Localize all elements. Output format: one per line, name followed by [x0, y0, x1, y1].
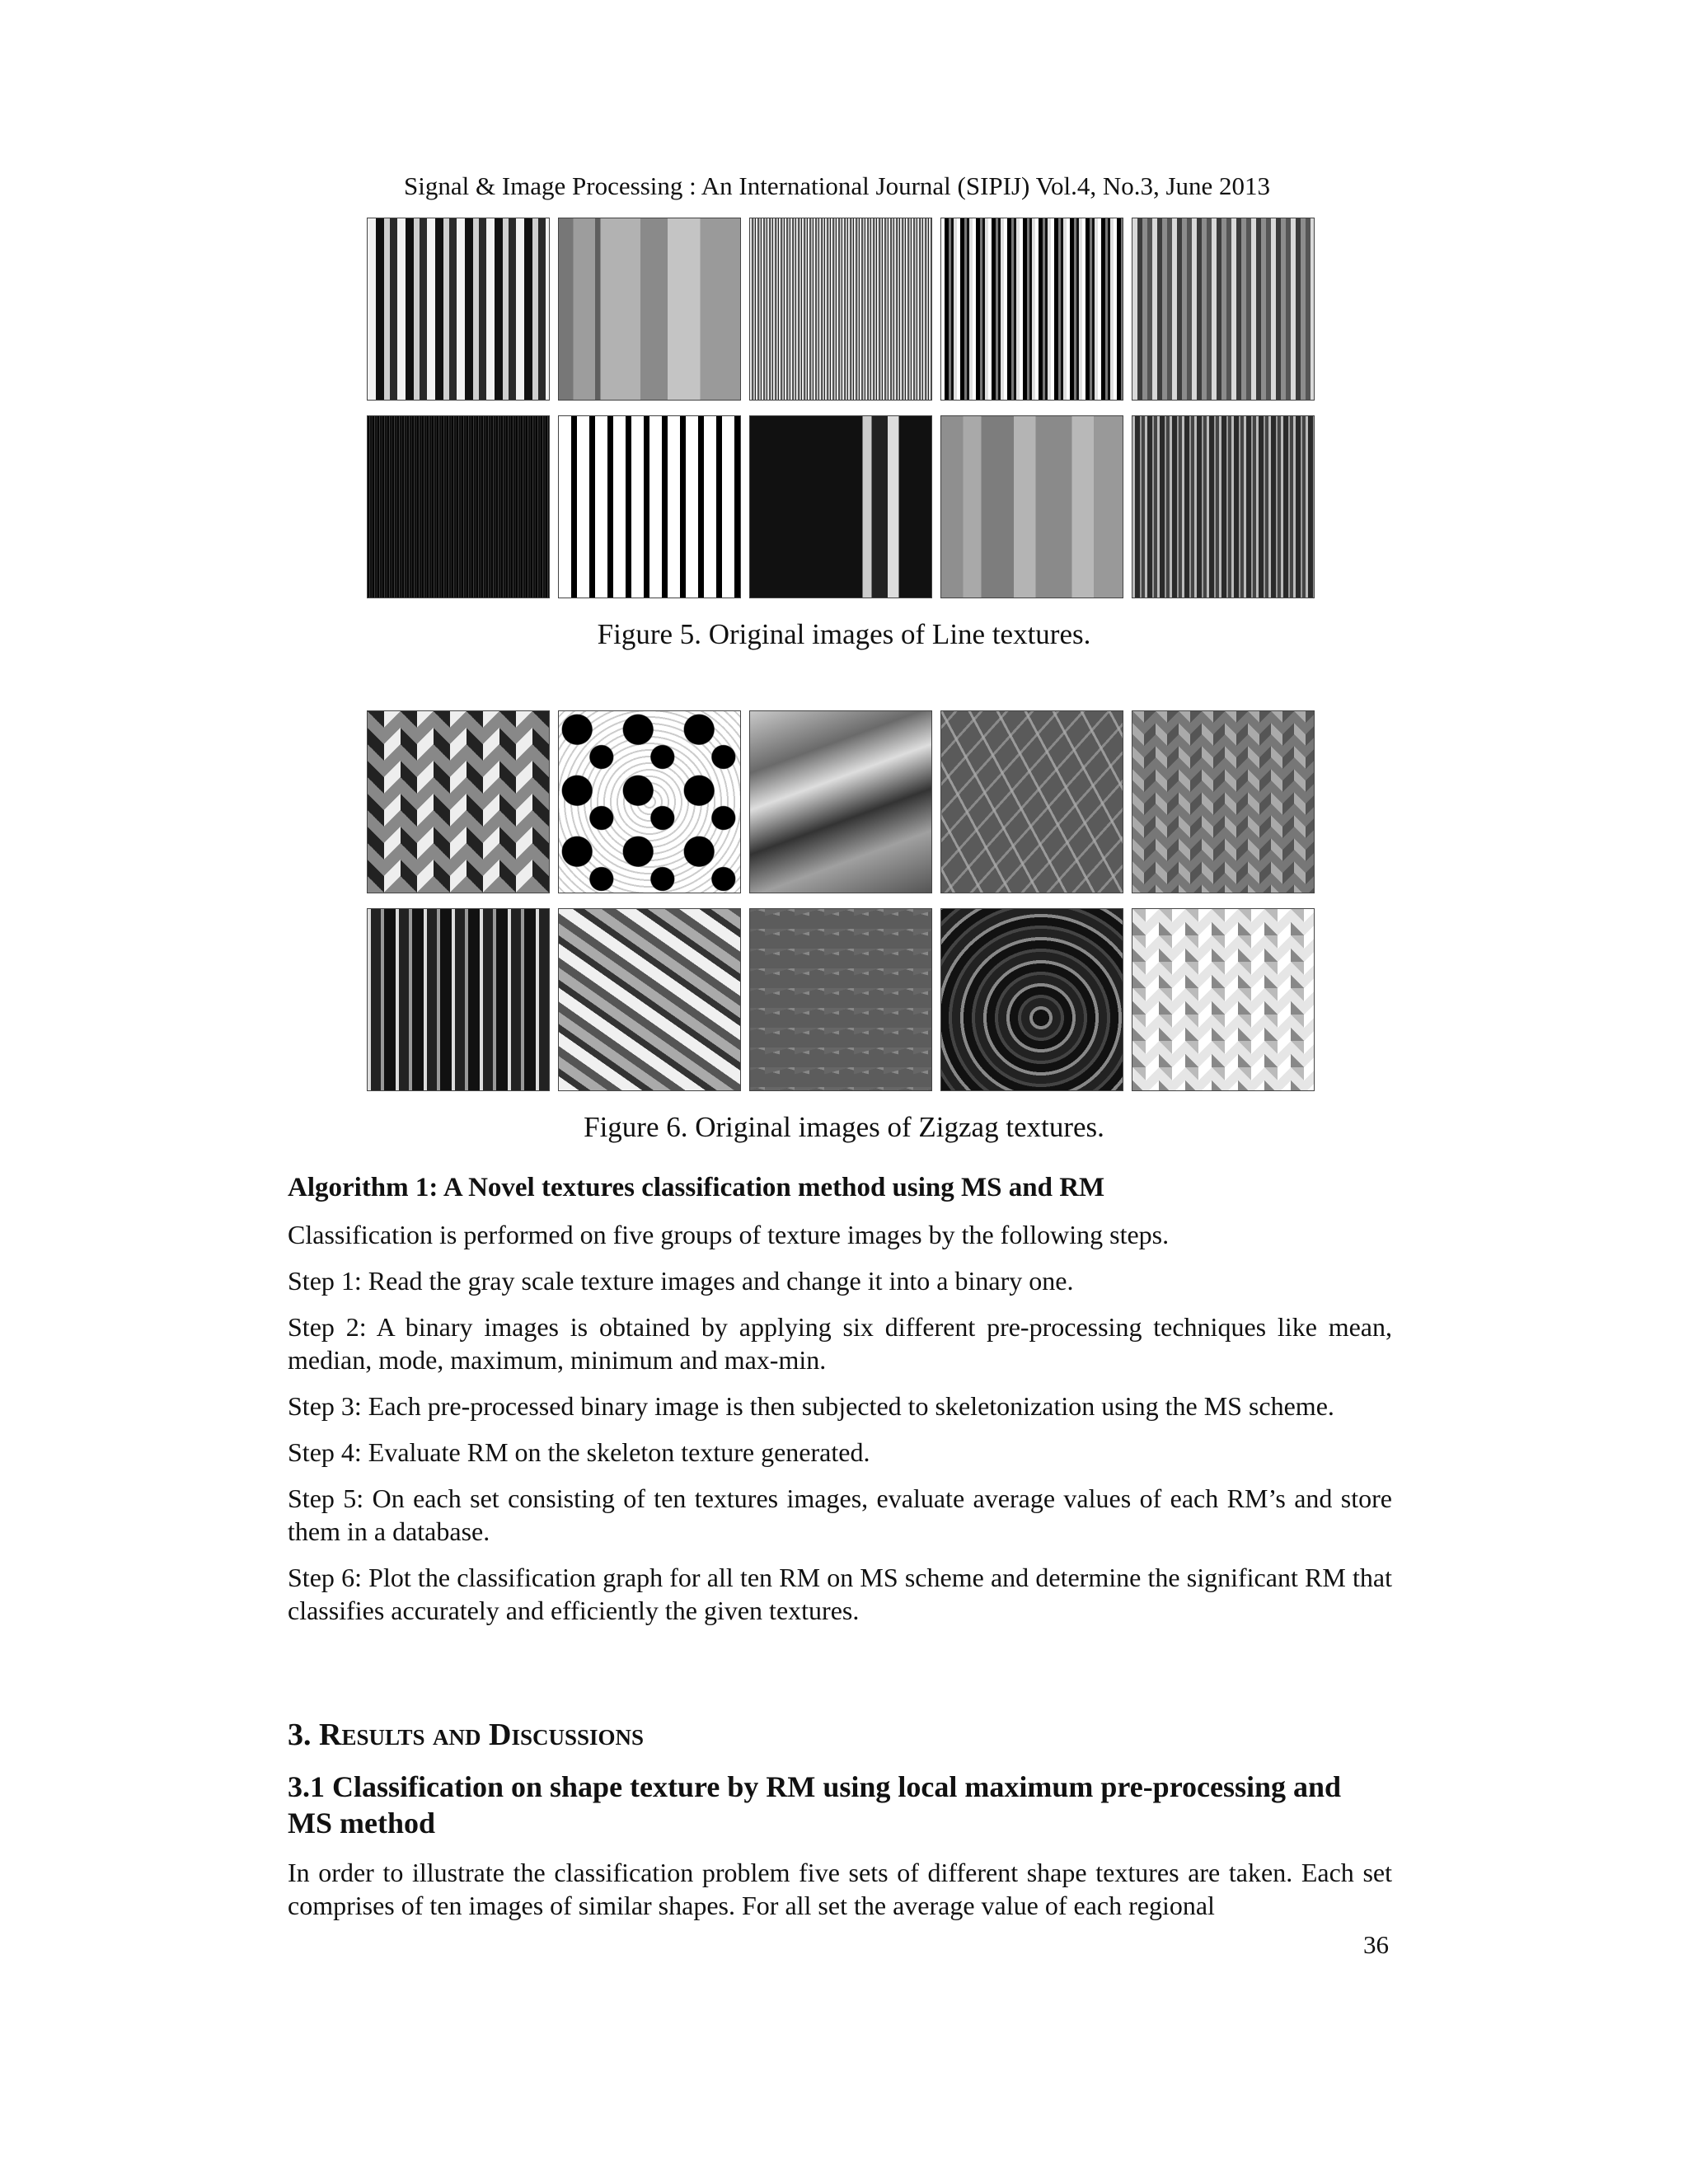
zigzag-texture-image — [940, 908, 1123, 1091]
figure-5-caption: Figure 5. Original images of Line textures. — [597, 618, 1091, 650]
algorithm-step: Step 2: A binary images is obtained by applying six different pre-processing techniques like mean, median, mode, maximum, minimum and max-min. — [288, 1312, 1392, 1375]
line-texture-image — [940, 218, 1123, 401]
line-texture-image — [1132, 415, 1315, 598]
line-texture-image — [367, 218, 550, 401]
line-texture-image — [1132, 218, 1315, 401]
line-texture-image — [749, 218, 932, 401]
zigzag-texture-image — [749, 908, 932, 1091]
line-texture-image — [749, 415, 932, 598]
figure-6-caption: Figure 6. Original images of Zigzag textures. — [584, 1111, 1104, 1143]
section-title: Results and Discussions — [319, 1718, 645, 1752]
algorithm-step: Step 1: Read the gray scale texture images and change it into a binary one. — [288, 1266, 1074, 1296]
body-paragraph: In order to illustrate the classification problem five sets of different shape textures are taken. Each set comprises of ten images of similar shapes. For all set the average value of each regional — [288, 1858, 1392, 1920]
zigzag-texture-image — [558, 710, 741, 893]
zigzag-texture-image — [1132, 710, 1315, 893]
line-texture-image — [558, 218, 741, 401]
zigzag-textures-figure — [367, 710, 1313, 1091]
line-textures-figure — [367, 218, 1313, 598]
line-texture-image — [558, 415, 741, 598]
zigzag-texture-image — [367, 908, 550, 1091]
algorithm-step: Step 5: On each set consisting of ten textures images, evaluate average values of each RM’s and store them in a database. — [288, 1483, 1392, 1546]
algorithm-title: Algorithm 1: A Novel textures classification method using MS and RM — [288, 1173, 1105, 1202]
algorithm-intro: Classification is performed on five groups of texture images by the following steps. — [288, 1220, 1170, 1249]
line-texture-image — [940, 415, 1123, 598]
section-heading — [288, 1716, 644, 1754]
zigzag-texture-image — [367, 710, 550, 893]
algorithm-step: Step 4: Evaluate RM on the skeleton texture generated. — [288, 1437, 870, 1467]
zigzag-texture-image — [749, 710, 932, 893]
page-number: 36 — [1363, 1930, 1389, 1959]
line-texture-image — [367, 415, 550, 598]
algorithm-body — [288, 1218, 1392, 1640]
zigzag-texture-image — [940, 710, 1123, 893]
zigzag-texture-image — [1132, 908, 1315, 1091]
algorithm-step: Step 3: Each pre-processed binary image is then subjected to skeletonization using the MS scheme. — [288, 1391, 1334, 1421]
algorithm-step: Step 6: Plot the classification graph for all ten RM on MS scheme and determine the significant RM that classifies accurately and efficiently the given textures. — [288, 1563, 1392, 1625]
subsection-paragraph — [288, 1856, 1392, 1935]
section-number: 3. — [288, 1718, 319, 1752]
running-header: Signal & Image Processing : An International Journal (SIPIJ) Vol.4, No.3, June 2013 — [404, 171, 1271, 200]
zigzag-texture-image — [558, 908, 741, 1091]
subsection-heading: 3.1 Classification on shape texture by RM using local maximum pre-processing and MS method — [288, 1770, 1342, 1840]
